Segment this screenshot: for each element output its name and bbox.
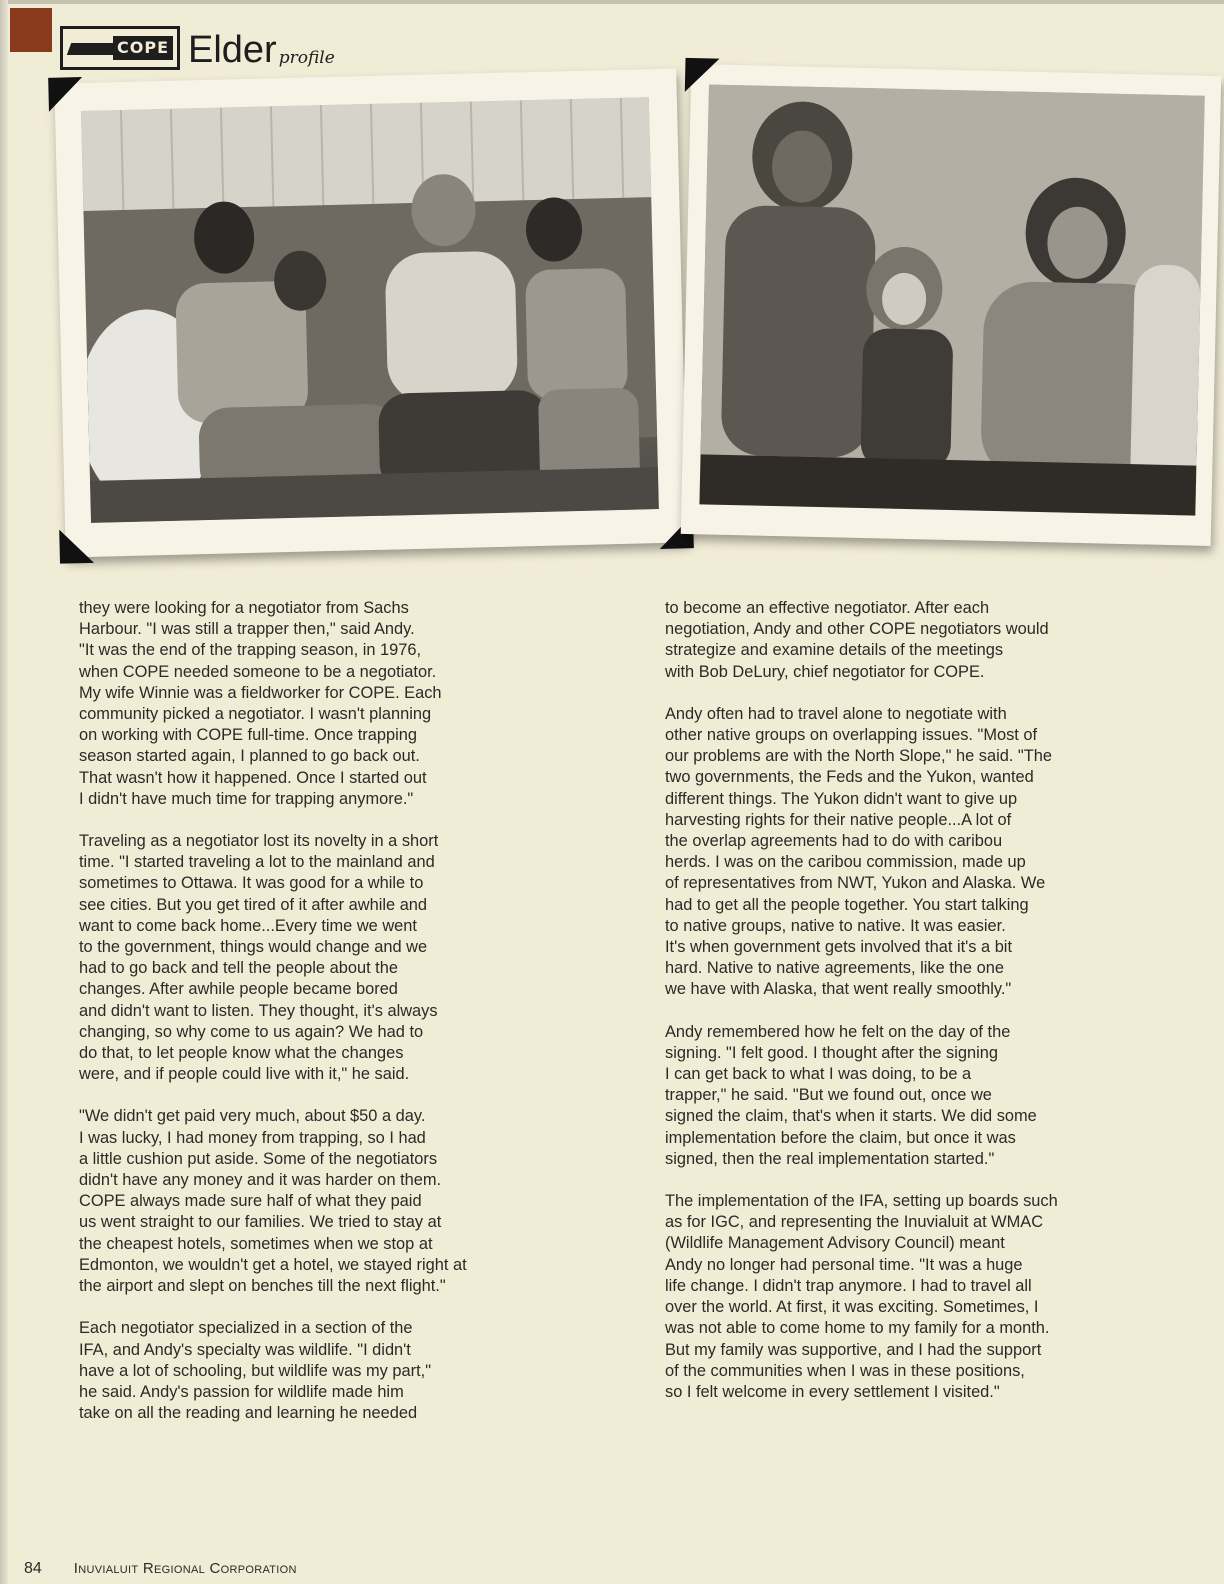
photo-frame-family (54, 68, 687, 557)
photo-corner (48, 77, 83, 112)
photo-frame-parkas (681, 64, 1222, 546)
logo-text: COPE (113, 36, 173, 60)
photo-parkas (699, 84, 1204, 515)
paragraph: to become an effective negotiator. After each negotiation, Andy and other COPE negotiators would strategize and examine details of the meetings with Bob DeLury, chief negotiator for COPE. (665, 599, 1049, 681)
photo-corner (59, 529, 94, 564)
paragraph: Each negotiator specialized in a section of the IFA, and Andy's specialty was wildlife. "I didn't have a lot of schooling, but wildlife was my part," he said. Andy's passion for wildlife made him take on all the reading and learning he needed (79, 1319, 432, 1423)
paragraph: The implementation of the IFA, setting up boards such as for IGC, and representing the Inuvialuit at WMAC (Wildlife Management Advisory Council) meant Andy no longer had personal time. "It was a huge life change. I didn't trap anymore. I had to travel all over the world. At first, it was exciting. Sometimes, I was not able to come home to my family for a month. But my family was supportive, and I had the support of the communities when I was in these positions, so I felt welcome in every settlement I visited." (665, 1192, 1058, 1401)
photo-family (81, 97, 659, 523)
article-column-left (79, 598, 569, 1445)
top-rule (0, 0, 1224, 4)
paragraph: Traveling as a negotiator lost its novelty in a short time. "I started traveling a lot to the mainland and sometimes to Ottawa. It was good for a while to see cities. But you get tired of it after awhile and want to come back home...Every time we went to the government, things would change and we had to go back and tell the people about the changes. After awhile people became bored and didn't want to listen. They thought, it's always changing, so why come to us again? We had to do that, to let people know what the changes were, and if people could live with it," he said. (79, 832, 439, 1084)
page-footer (24, 1560, 297, 1578)
photo-family-illustration (81, 97, 659, 523)
page-edge (0, 0, 8, 1584)
section-subtitle: profile (278, 48, 335, 68)
cope-logo (60, 26, 180, 70)
section-header (60, 22, 335, 70)
photo-parkas-illustration (699, 84, 1204, 515)
article-column-right (665, 598, 1151, 1424)
page-number: 84 (24, 1560, 42, 1577)
paragraph: they were looking for a negotiator from Sachs Harbour. "I was still a trapper then," said Andy. "It was the end of the trapping season, in 1976, when COPE needed someone to be a negotiator. My wife Winnie was a fieldworker for COPE. Each community picked a negotiator. I wasn't planning on working with COPE full-time. Once trapping season started again, I planned to go back out. That wasn't how it happened. Once I started out I didn't have much time for trapping anymore." (79, 599, 442, 808)
section-title: Elder (188, 29, 277, 71)
section-tab (10, 8, 52, 52)
paragraph: "We didn't get paid very much, about $50 a day. I was lucky, I had money from trapping, so I had a little cushion put aside. Some of the negotiators didn't have any money and it was harder on them. COPE always made sure half of what they paid us went straight to our families. We tried to stay at the cheapest hotels, sometimes when we stop at Edmonton, we wouldn't get a hotel, we stayed right at the airport and slept on benches till the next flight." (79, 1107, 467, 1296)
photo-corner (685, 58, 720, 93)
paragraph: Andy often had to travel alone to negotiate with other native groups on overlapping issues. "Most of our problems are with the North Slope," he said. "The two governments, the Feds and the Yukon, wanted different things. The Yukon didn't want to give up harvesting rights for their native people...A lot of the overlap agreements had to do with caribou herds. I was on the caribou commission, made up of representatives from NWT, Yukon and Alaska. We had to get all the people together. You start talking to native groups, native to native. It was easier. It's when government gets involved that it's a bit hard. Native to native agreements, like the one we have with Alaska, that went really smoothly." (665, 704, 1052, 999)
paragraph: Andy remembered how he felt on the day of the signing. "I felt good. I thought after the signing I can get back to what I was doing, to be a trapper," he said. "But we found out, once we signed the claim, that's when it starts. We did some implementation before the claim, but once it was signed, then the real implementation started." (665, 1022, 1037, 1168)
publication-name: Inuvialuit Regional Corporation (73, 1560, 297, 1577)
